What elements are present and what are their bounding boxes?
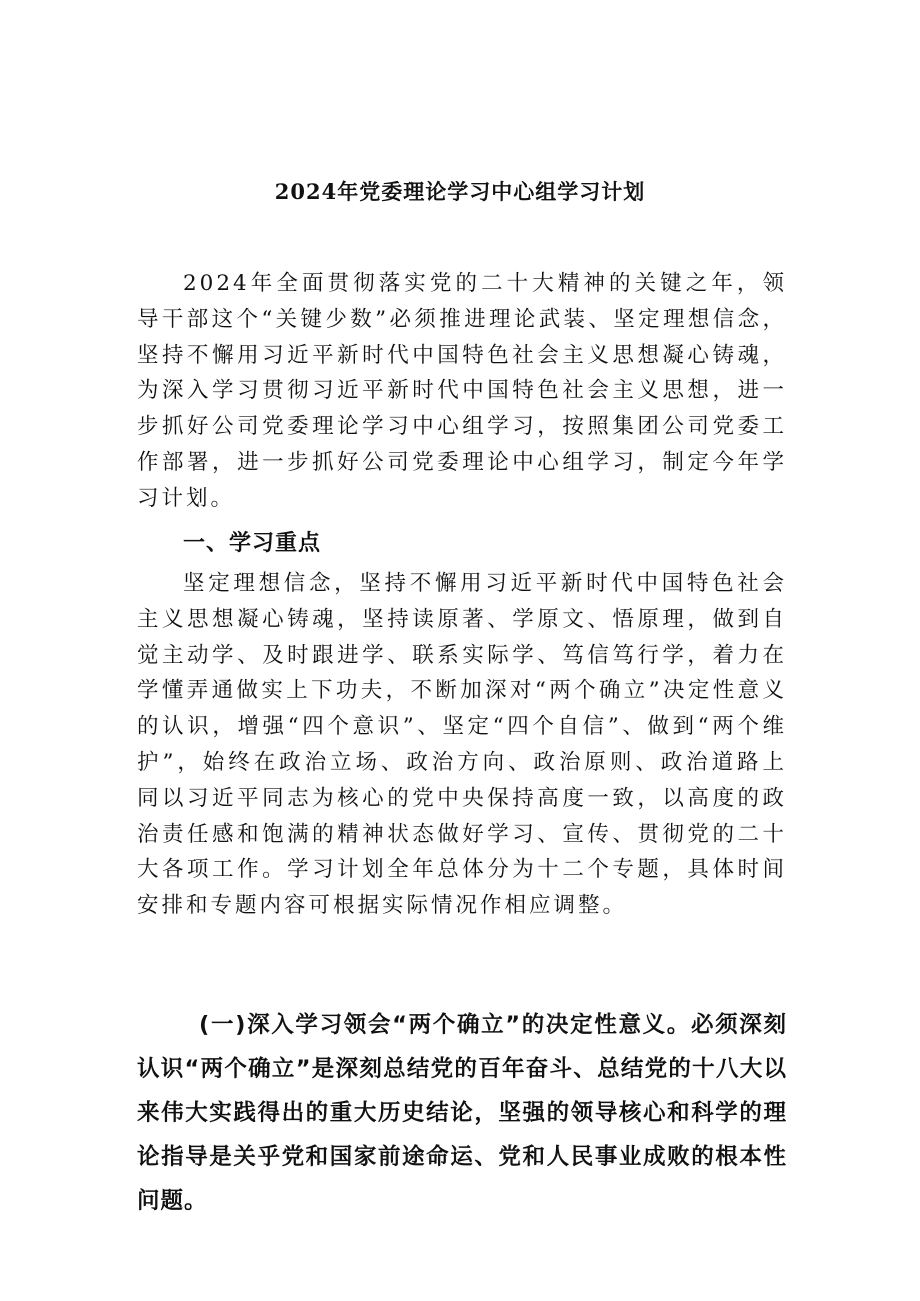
section-heading-study-focus: 一、学习重点 xyxy=(183,531,322,556)
section-body-paragraph: 坚定理想信念，坚持不懈用习近平新时代中国特色社会主义思想凝心铸魂，坚持读原著、学原文、悟原理，做到自觉主动学、及时跟进学、联系实际学、笃信笃行学，着力在学懂弄通做实上下功夫，不断加深对“两个确立”决定性意义的认识，增强“四个意识”、坚定“四个自信”、做到“两个维护”，始终在政治立场、政治方向、政治原则、政治道路上同以习近平同志为核心的党中央保持高度一致，以高度的政治责任感和饱满的精神状态做好学习、宣传、贯彻党的二十大各项工作。学习计划全年总体分为十二个专题，具体时间安排和专题内容可根据实际情况作相应调整。 xyxy=(137,571,787,919)
intro-paragraph: 2024年全面贯彻落实党的二十大精神的关键之年，领导干部这个“关键少数”必须推进理论武装、坚定理想信念，坚持不懈用习近平新时代中国特色社会主义思想凝心铸魂，为深入学习贯彻习近平新时代中国特色社会主义思想，进一步抓好公司党委理论学习中心组学习，按照集团公司党委工作部署，进一步抓好公司党委理论中心组学习，制定今年学习计划。 xyxy=(137,271,787,511)
subsection-paragraph-1: (一)深入学习领会“两个确立”的决定性意义。必须深刻认识“两个确立”是深刻总结党的百年奋斗、总结党的十八大以来伟大实践得出的重大历史结论，坚强的领导核心和科学的理论指导是关乎党和国家前途命运、党和人民事业成败的根本性问题。 xyxy=(137,1012,787,1214)
document-title: 2024年党委理论学习中心组学习计划 xyxy=(274,179,646,204)
